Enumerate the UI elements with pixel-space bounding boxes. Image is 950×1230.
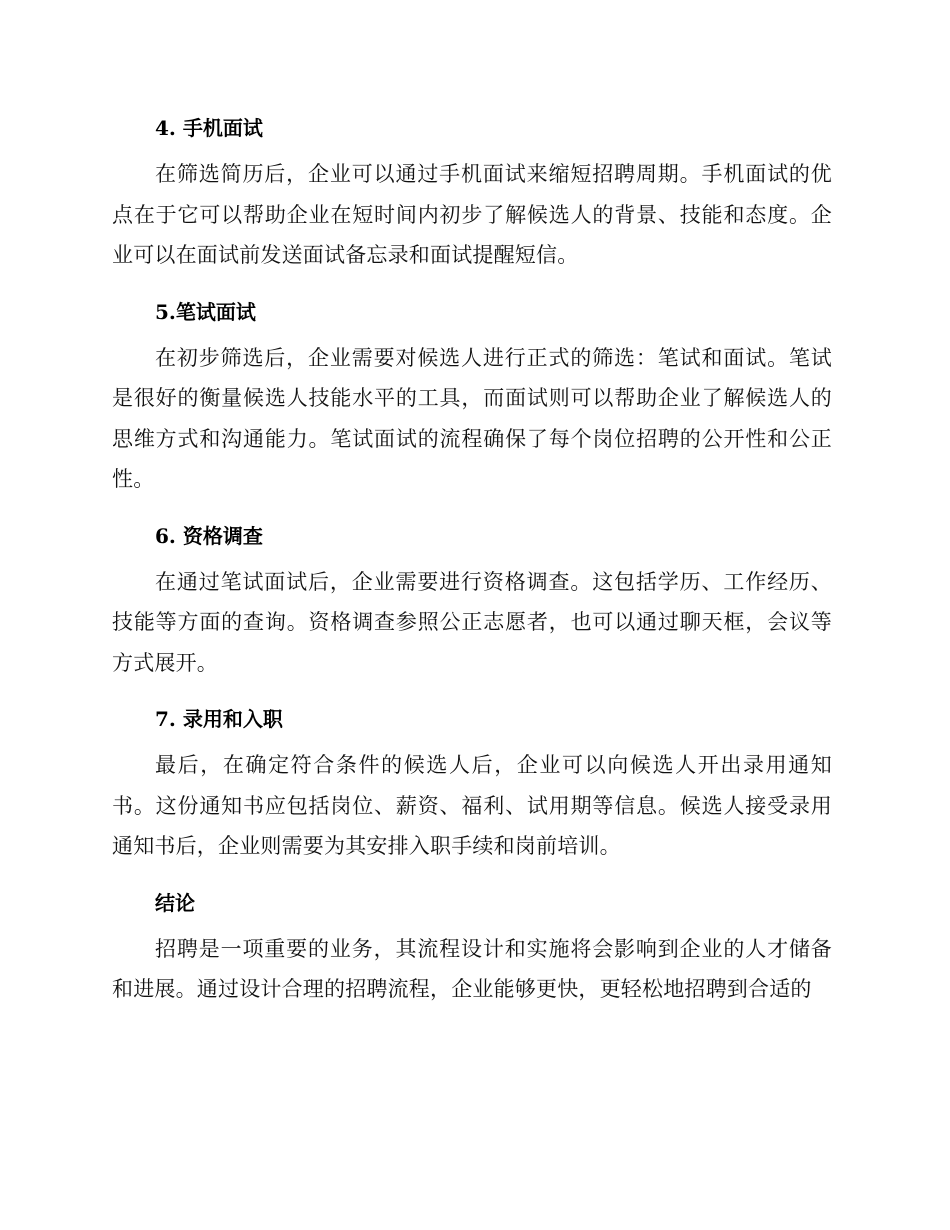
document-body	[112, 112, 832, 1030]
section-paragraph: 在筛选简历后，企业可以通过手机面试来缩短招聘周期。手机面试的优点在于它可以帮助企业在短时间内初步了解候选人的背景、技能和态度。企业可以在面试前发送面试备忘录和面试提醒短信。	[112, 162, 832, 267]
section-qualification-check	[112, 520, 832, 684]
section-paragraph: 最后，在确定符合条件的候选人后，企业可以向候选人开出录用通知书。这份通知书应包括岗位、薪资、福利、试用期等信息。候选人接受录用通知书后，企业则需要为其安排入职手续和岗前培训。	[112, 753, 832, 858]
section-phone-interview	[112, 112, 832, 276]
section-paragraph: 在通过笔试面试后，企业需要进行资格调查。这包括学历、工作经历、技能等方面的查询。资格调查参照公正志愿者，也可以通过聊天框，会议等方式展开。	[112, 569, 832, 675]
section-heading: 4. 手机面试	[155, 116, 263, 140]
section-paragraph: 在初步筛选后，企业需要对候选人进行正式的筛选：笔试和面试。笔试是很好的衡量候选人技能水平的工具，而面试则可以帮助企业了解候选人的思维方式和沟通能力。笔试面试的流程确保了每个岗位招聘的公开性和公正性。	[112, 345, 832, 491]
section-paragraph: 招聘是一项重要的业务，其流程设计和实施将会影响到企业的人才储备和进展。通过设计合理的招聘流程，企业能够更快，更轻松地招聘到合适的	[112, 936, 832, 1001]
section-heading: 6. 资格调查	[155, 523, 263, 548]
section-hiring-onboarding	[112, 703, 832, 867]
section-conclusion	[112, 887, 832, 1010]
section-heading: 7. 录用和入职	[155, 707, 283, 731]
section-written-interview	[112, 296, 832, 500]
section-heading: 结论	[155, 890, 195, 915]
section-heading: 5.笔试面试	[155, 299, 256, 324]
